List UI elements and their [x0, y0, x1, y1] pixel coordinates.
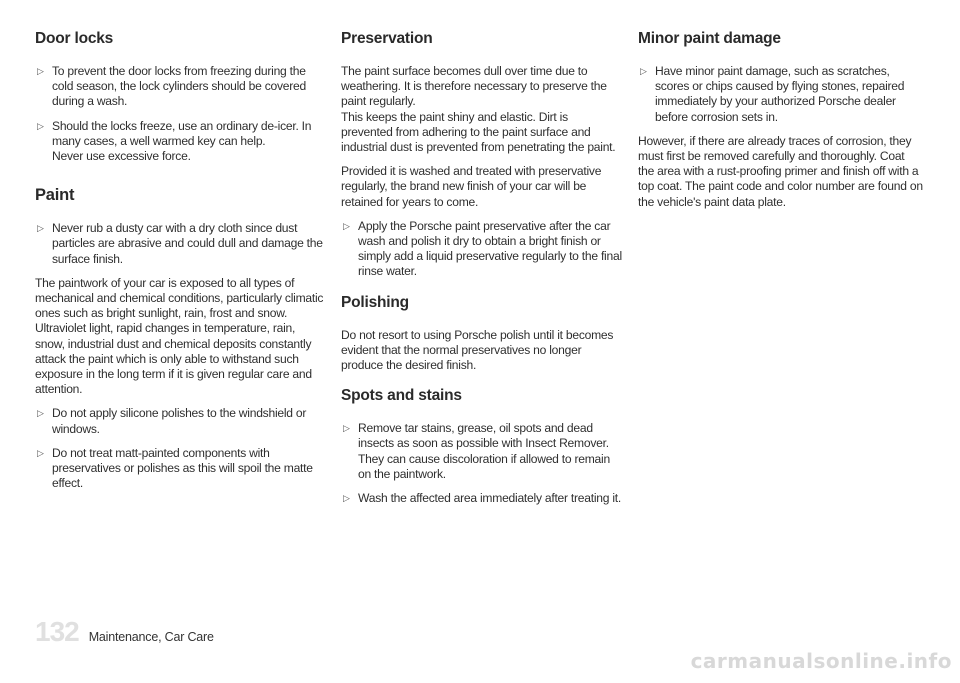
- bullet-item: [35, 406, 325, 436]
- paragraph: Provided it is washed and treated with preservative regularly, the brand new finish of your car will be retained for years to come.: [341, 164, 602, 209]
- heading-preservation: Preservation: [341, 30, 433, 47]
- bullet-item: [638, 64, 923, 125]
- bullet-text: Never use excessive force.: [52, 149, 191, 164]
- paragraph: However, if there are already traces of corrosion, they must first be removed carefully and thoroughly. Coat the area with a rust-proofing primer and finish off with a top coat. The paint code and color number are found on the vehicle's paint data plate.: [638, 133, 923, 209]
- heading-spots-and-stains: Spots and stains: [341, 387, 462, 405]
- bullet-text: Remove tar stains, grease, oil spots and dead insects as soon as possible with Insect Remover. They can cause discoloration if allowed to remain on the paintwork.: [358, 421, 610, 481]
- page-footer: [35, 616, 214, 648]
- bullet-item: [35, 119, 325, 149]
- bullet-item: [35, 64, 325, 110]
- bullet-text: To prevent the door locks from freezing during the cold season, the lock cylinders should be covered during a wash.: [52, 64, 306, 109]
- column-middle: [341, 30, 622, 515]
- bullet-item: [341, 219, 622, 280]
- bullet-continuation: [35, 149, 325, 164]
- paragraph: Do not resort to using Porsche polish until it becomes evident that the normal preservatives no longer produce the desired finish.: [341, 327, 614, 373]
- page-number: 132: [35, 616, 79, 647]
- bullet-text: Have minor paint damage, such as scratches, scores or chips caused by flying stones, repaired immediately by your authorized Porsche dealer before corrosion sets in.: [655, 64, 905, 124]
- paragraph: This keeps the paint shiny and elastic. Dirt is prevented from adhering to the paint surface and industrial dust is prevented from penetrating the paint.: [341, 109, 616, 155]
- bullet-text: Apply the Porsche paint preservative after the car wash and polish it dry to obtain a bright finish or simply add a liquid preservative regularly to the final rinse water.: [358, 218, 622, 279]
- triangle-right-icon: ▷: [37, 223, 44, 234]
- column-right: [638, 30, 923, 219]
- paragraph: The paintwork of your car is exposed to all types of mechanical and chemical conditions, particularly climatic ones such as bright sunlight, rain, frost and snow. Ultraviolet light, rapid changes in temperature, rain, snow, industrial dust and chemical deposits constantly attack the paint which is only able to withstand such exposure in the long term if it is given regular care and attention.: [35, 275, 324, 397]
- bullet-text: Wash the affected area immediately after treating it.: [358, 491, 622, 506]
- bullet-item: [35, 221, 325, 267]
- column-left: [35, 30, 325, 500]
- triangle-right-icon: ▷: [343, 423, 350, 434]
- triangle-right-icon: ▷: [640, 66, 647, 76]
- bullet-text: Never rub a dusty car with a dry cloth since dust particles are abrasive and could dull and damage the surface finish.: [52, 221, 323, 266]
- bullet-text: Do not apply silicone polishes to the windshield or windows.: [52, 406, 307, 436]
- watermark: carmanualsonline.info: [690, 649, 952, 673]
- triangle-right-icon: ▷: [37, 447, 44, 458]
- heading-polishing: Polishing: [341, 293, 409, 311]
- triangle-right-icon: ▷: [343, 493, 350, 504]
- bullet-item: [341, 421, 622, 482]
- triangle-right-icon: ▷: [343, 220, 350, 231]
- bullet-text: Do not treat matt-painted components with preservatives or polishes as this will spoil the matte effect.: [52, 445, 313, 491]
- chapter-title: Maintenance, Car Care: [88, 630, 214, 644]
- triangle-right-icon: ▷: [37, 66, 44, 76]
- triangle-right-icon: ▷: [37, 408, 44, 419]
- bullet-item: [35, 446, 325, 492]
- paragraph: The paint surface becomes dull over time due to weathering. It is therefore necessary to preserve the paint regularly.: [341, 64, 607, 109]
- heading-door-locks: Door locks: [35, 30, 114, 47]
- bullet-text: Should the locks freeze, use an ordinary de-icer. In many cases, a well warmed key can help.: [52, 118, 312, 148]
- triangle-right-icon: ▷: [37, 120, 44, 131]
- heading-paint: Paint: [35, 186, 75, 205]
- bullet-item: [341, 491, 622, 506]
- heading-minor-paint-damage: Minor paint damage: [638, 30, 781, 47]
